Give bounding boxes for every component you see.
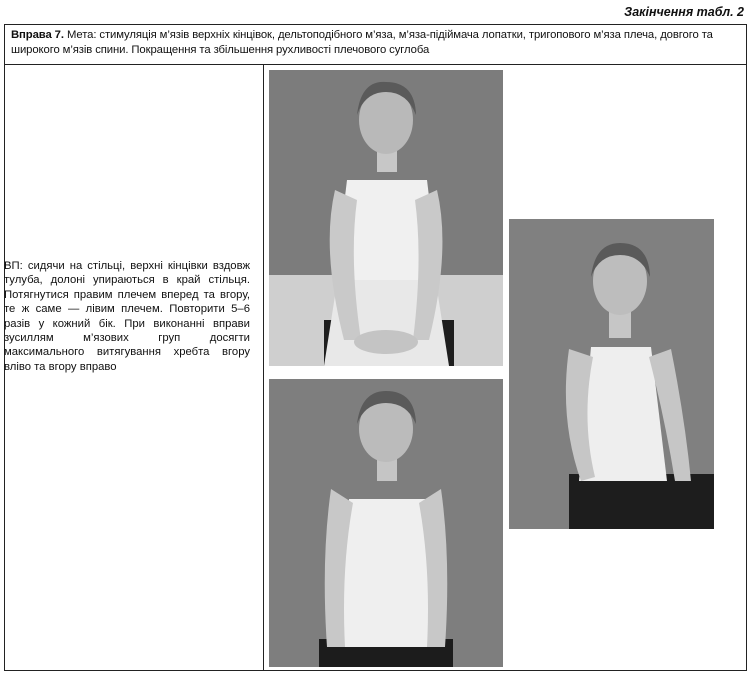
photo-seated-shoulder (269, 379, 503, 667)
exercise-instructions: ВП: сидячи на стільці, верхні кінцівки вздовж тулуба, долоні упираються в край стільця. Потягнутися правим плечем вперед та вгору, те ж саме — лівим плечем. Повторити 5–6 разів у кожний бік. При виконанні вправи зусиллям м’язових груп досягти максимального витягування хребта вгору вліво та вгору вправо (4, 260, 250, 373)
table-continuation-label: Закінчення табл. 2 (624, 5, 744, 19)
exercise-header (5, 25, 746, 65)
exercise-goal: Мета: стимуляція м’язів верхніх кінцівок, дельтоподібного м’яза, м’яза-підіймача лопатки, тригопового м’яза плеча, довгого та широкого м’язів спини. Покращення та збільшення рухливості плечового суглоба (11, 29, 713, 56)
photo-seated-start (269, 70, 503, 366)
column-divider (263, 65, 264, 670)
exercise-title: Вправа 7. (11, 29, 64, 41)
photo-seated-stretch (509, 219, 714, 529)
